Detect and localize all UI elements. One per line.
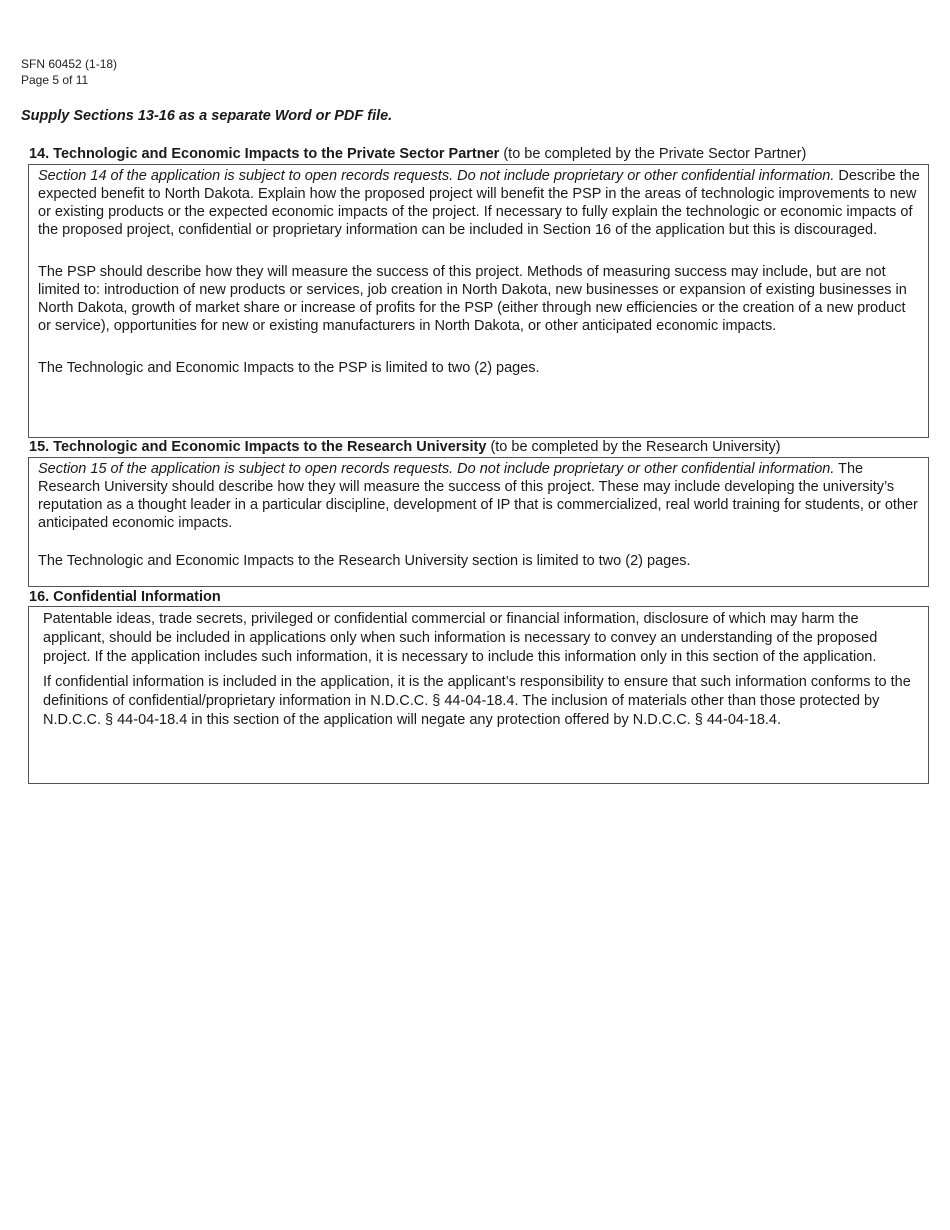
section-16-title: 16. Confidential Information [29, 589, 221, 605]
section-14-box [28, 164, 929, 438]
section-14-paragraph-3: The Technologic and Economic Impacts to the PSP is limited to two (2) pages. [38, 360, 540, 376]
form-header [21, 56, 117, 88]
section-14-title: 14. Technologic and Economic Impacts to the Private Sector Partner [29, 146, 500, 162]
section-14-heading [29, 146, 806, 163]
section-15-paragraph-1: The Research University should describe how they will measure the success of this project. These may include developing the university’s reputation as a thought leader in a particular discipline, development of IP that is commercialized, real world training for students, or other anticipated economic impacts. [38, 461, 918, 531]
page-number: Page 5 of 11 [21, 73, 89, 87]
section-15-notice: Section 15 of the application is subject to open records requests. Do not include proprietary or other confidential information. [38, 461, 835, 477]
section-16-heading [29, 589, 221, 606]
section-16-paragraph-2: If confidential information is included in the application, it is the applicant’s responsibility to ensure that such information conforms to the definitions of confidential/proprietary information in N.D.C.C. § 44-04-18.4. The inclusion of materials other than those protected by N.D.C.C. § 44-04-18.4 in this section of the application will negate any protection offered by N.D.C.C. § 44-04-18.4. [43, 674, 911, 728]
section-15-subtitle: (to be completed by the Research University) [490, 439, 781, 455]
section-14-paragraph-2: The PSP should describe how they will measure the success of this project. Methods of measuring success may include, but are not limited to: introduction of new products or services, job creation in North Dakota, new businesses or expansion of existing businesses in North Dakota, growth of market share or increase of profits for the PSP (either through new efficiencies or the creation of a new product or service), opportunities for new or existing manufacturers in North Dakota, or other anticipated economic impacts. [38, 264, 907, 334]
section-15-title: 15. Technologic and Economic Impacts to the Research University [29, 439, 487, 455]
section-14-notice: Section 14 of the application is subject to open records requests. Do not include proprietary or other confidential information. [38, 168, 835, 184]
section-14-subtitle: (to be completed by the Private Sector Partner) [503, 146, 807, 162]
section-16-box [28, 606, 929, 784]
section-16-paragraph-1: Patentable ideas, trade secrets, privileged or confidential commercial or financial information, disclosure of which may harm the applicant, should be included in applications only when such information is necessary to convey an understanding of the proposed project. If the application includes such information, it is necessary to include this information only in this section of the application. [43, 611, 878, 665]
section-15-paragraph-2: The Technologic and Economic Impacts to the Research University section is limited to two (2) pages. [38, 553, 691, 569]
section-15-heading [29, 439, 781, 456]
section-15-box [28, 457, 929, 587]
section-14-paragraph-1: Describe the expected benefit to North Dakota. Explain how the proposed project will benefit the PSP in the areas of technologic improvements to new or existing products or the expected economic impacts of the project. If necessary to fully explain the technologic or economic impacts of the proposed project, confidential or proprietary information can be included in Section 16 of the application but this is discouraged. [38, 168, 920, 238]
form-number: SFN 60452 (1-18) [21, 57, 118, 71]
supply-instruction: Supply Sections 13-16 as a separate Word or PDF file. [21, 108, 393, 124]
